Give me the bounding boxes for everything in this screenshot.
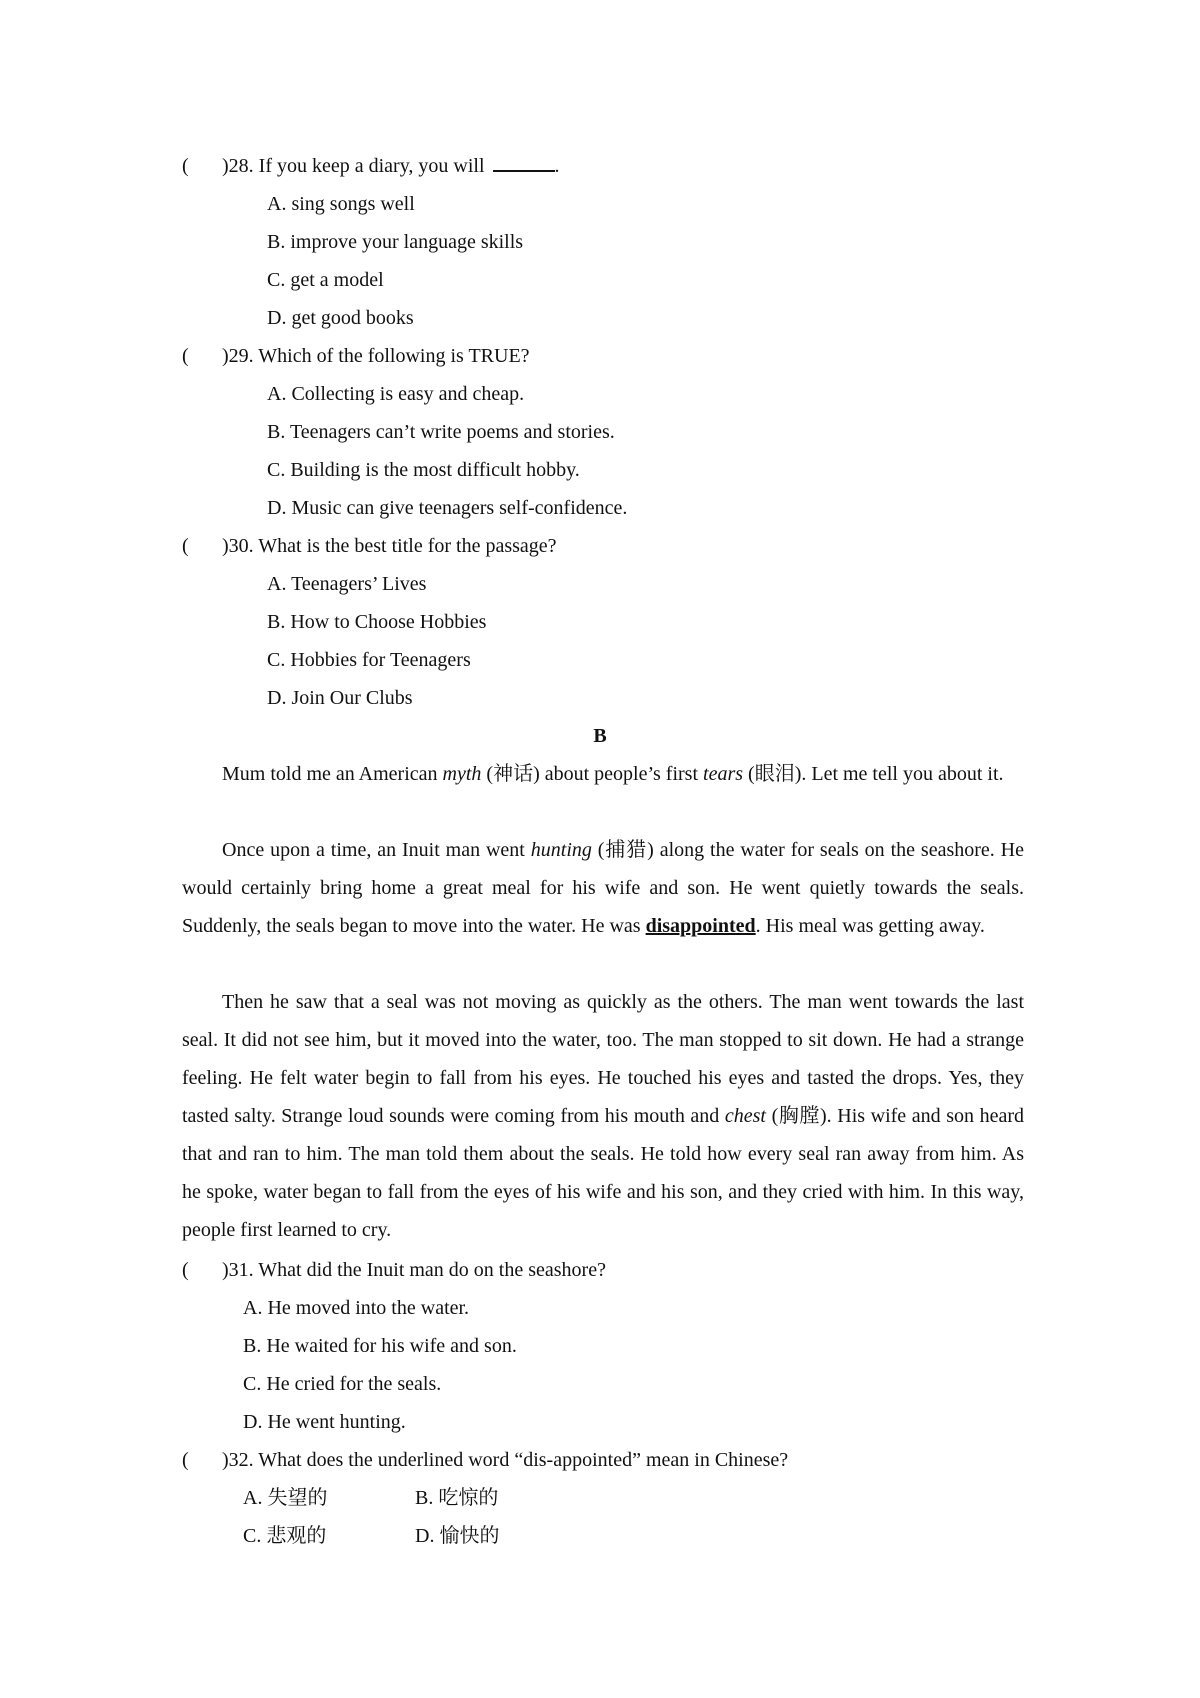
option-b: B. He waited for his wife and son. xyxy=(243,1335,517,1357)
answer-paren[interactable]: ( xyxy=(182,345,189,367)
paragraph-text: . His meal was getting away. xyxy=(755,915,985,937)
question-30 xyxy=(182,534,557,558)
question-29 xyxy=(182,344,530,368)
section-heading: B xyxy=(593,725,607,747)
option-d: D. Music can give teenagers self-confidence. xyxy=(267,497,628,519)
option-a: A. 失望的 xyxy=(243,1487,328,1509)
question-31 xyxy=(182,1258,606,1282)
paragraph-text: Mum told me an American xyxy=(222,763,443,785)
question-stem: )29. Which of the following is TRUE? xyxy=(222,345,530,367)
paragraph-text: (眼泪). Let me tell you about it. xyxy=(743,763,1004,785)
question-stem: )32. What does the underlined word “dis-appointed” mean in Chinese? xyxy=(222,1449,789,1471)
italic-word: tears xyxy=(703,763,744,785)
passage-paragraph-2 xyxy=(182,831,1024,945)
question-stem: )30. What is the best title for the passage? xyxy=(222,535,557,557)
option-a: A. He moved into the water. xyxy=(243,1297,470,1319)
option-c: C. Hobbies for Teenagers xyxy=(267,649,471,671)
answer-blank xyxy=(493,154,555,172)
option-row-1 xyxy=(243,1486,643,1510)
question-28 xyxy=(182,154,560,178)
question-32 xyxy=(182,1448,788,1472)
paragraph-text: (神话) about people’s first xyxy=(481,763,704,785)
option-c: C. 悲观的 xyxy=(243,1525,327,1547)
option-a: A. Teenagers’ Lives xyxy=(267,573,427,595)
option-d: D. get good books xyxy=(267,307,414,329)
paragraph-text: (胸膛). His wife and son heard that and ran to him. The man told them about the seals. He told how every seal ran away from him. As he spoke, water began to fall from the eyes of his wife and his son, and they cried with him. In this way, people first learned to cry. xyxy=(182,1105,1025,1241)
paragraph-text: Once upon a time, an Inuit man went xyxy=(222,839,531,861)
italic-word: myth xyxy=(442,763,482,785)
option-c: C. get a model xyxy=(267,269,384,291)
answer-paren[interactable]: ( xyxy=(182,535,189,557)
answer-paren[interactable]: ( xyxy=(182,1259,189,1281)
option-b: B. improve your language skills xyxy=(267,231,524,253)
italic-word: hunting xyxy=(530,839,592,861)
option-b: B. How to Choose Hobbies xyxy=(267,611,487,633)
paragraph-text: (捕猎) along the water for seals on the seashore. He would certainly bring home a great meal for his wife and son. He went quietly towards the seals. Suddenly, the seals began to move into the water. He was xyxy=(182,839,1024,937)
question-stem: )31. What did the Inuit man do on the seashore? xyxy=(222,1259,606,1281)
question-stem: )28. If you keep a diary, you will xyxy=(222,155,485,177)
option-c: C. Building is the most difficult hobby. xyxy=(267,459,580,481)
passage-paragraph-1 xyxy=(182,755,1024,793)
answer-paren[interactable]: ( xyxy=(182,155,189,177)
answer-paren[interactable]: ( xyxy=(182,1449,189,1471)
question-end: . xyxy=(554,155,560,177)
option-b: B. Teenagers can’t write poems and stories. xyxy=(267,421,615,443)
option-a: A. Collecting is easy and cheap. xyxy=(267,383,525,405)
paragraph-text: Then he saw that a seal was not moving as quickly as the others. The man went towards the last seal. It did not see him, but it moved into the water, too. The man stopped to sit down. He had a strange feeling. He felt water begin to fall from his eyes. He touched his eyes and tasted the drops. Yes, they tasted salty. Strange loud sounds were coming from his mouth and xyxy=(182,991,1024,1127)
option-d: D. 愉快的 xyxy=(415,1525,500,1547)
option-a: A. sing songs well xyxy=(267,193,415,215)
underlined-word: disappointed xyxy=(645,915,756,937)
option-row-2 xyxy=(243,1524,643,1548)
option-d: D. He went hunting. xyxy=(243,1411,406,1433)
option-d: D. Join Our Clubs xyxy=(267,687,413,709)
passage-paragraph-3 xyxy=(182,983,1024,1249)
italic-word: chest xyxy=(724,1105,766,1127)
option-b: B. 吃惊的 xyxy=(415,1487,499,1509)
option-c: C. He cried for the seals. xyxy=(243,1373,442,1395)
